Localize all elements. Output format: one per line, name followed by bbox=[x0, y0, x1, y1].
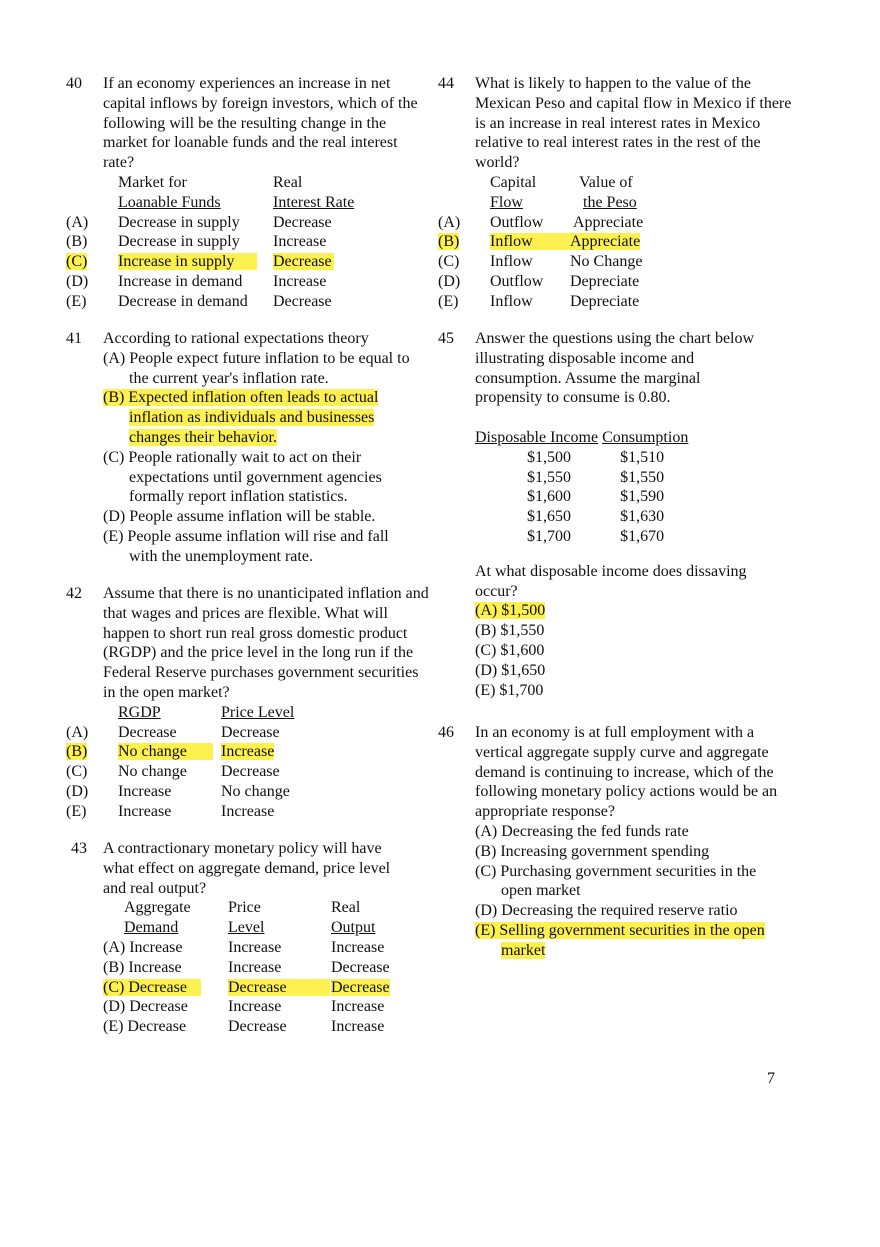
question-text: What is likely to happen to the value of the Mexican Peso and capital flow in Mexico if there is an increase in real interest rates in Mexico relative to real interest rates in the rest of the world? bbox=[475, 75, 792, 172]
column-header: Consumption bbox=[602, 428, 689, 446]
income-consumption-table bbox=[475, 428, 688, 547]
answer-choice-b[interactable]: (B) Decrease in supply Increase bbox=[66, 233, 327, 251]
answer-choice-e[interactable]: (E) Decrease in demand Decrease bbox=[66, 292, 332, 310]
table-row: $1,700 $1,670 bbox=[527, 527, 665, 545]
question-number: 40 bbox=[66, 75, 82, 92]
answer-choice-a[interactable]: (A) Decreasing the fed funds rate bbox=[475, 822, 689, 840]
question-46 bbox=[438, 723, 838, 961]
sub-question-text: At what disposable income does dissaving occur? bbox=[475, 562, 747, 600]
answer-table bbox=[66, 173, 354, 312]
question-text: A contractionary monetary policy will have what effect on aggregate demand, price level and real output? bbox=[103, 840, 391, 897]
question-43 bbox=[66, 839, 436, 1037]
question-number: 44 bbox=[438, 75, 454, 92]
answer-choice-d[interactable]: (D) Increase No change bbox=[66, 782, 290, 800]
answer-choice-d[interactable]: (D) Outflow Depreciate bbox=[438, 272, 640, 290]
column-header: Demand bbox=[124, 919, 179, 937]
answer-choice-a[interactable]: (A) Decrease Decrease bbox=[66, 723, 280, 741]
question-text: In an economy is at full employment with a vertical aggregate supply curve and aggregate demand is continuing to increase, which of the following monetary policy actions would be an appropriate response? bbox=[475, 724, 778, 821]
answer-choice-a[interactable]: (A) Decrease in supply Decrease bbox=[66, 213, 332, 231]
question-41 bbox=[66, 329, 436, 584]
column-header: Flow bbox=[490, 193, 523, 211]
right-column bbox=[438, 74, 838, 961]
answer-choice-b[interactable]: (B) No change Increase bbox=[66, 743, 275, 761]
column-header: Disposable Income bbox=[475, 428, 599, 446]
column-header: Price Level bbox=[221, 703, 295, 721]
answer-choice-c[interactable]: (C) $1,600 bbox=[475, 641, 545, 659]
table-row: $1,600 $1,590 bbox=[527, 488, 665, 506]
left-column bbox=[66, 74, 436, 1037]
column-header: Price bbox=[228, 899, 261, 917]
question-40 bbox=[66, 74, 436, 329]
answer-choice-c[interactable]: (C) Decrease Decrease Decrease bbox=[103, 978, 390, 996]
answer-choice-d[interactable]: (D) $1,650 bbox=[475, 661, 546, 679]
answer-choice-b[interactable]: (B) Inflow Appreciate bbox=[438, 233, 641, 251]
answer-choice-a[interactable]: (A) Increase Increase Increase bbox=[103, 938, 385, 956]
question-42 bbox=[66, 584, 436, 839]
question-number: 42 bbox=[66, 585, 82, 602]
answer-choice-e[interactable]: (E) Decrease Decrease Increase bbox=[103, 1018, 385, 1036]
answer-choice-a[interactable]: (A) $1,500 bbox=[475, 602, 546, 620]
answer-choice-c[interactable]: (C) People rationally wait to act on their expectations until government agencies formally report inflation statistics. bbox=[103, 448, 382, 506]
column-header: Market for bbox=[118, 173, 187, 191]
table-row: $1,500 $1,510 bbox=[527, 448, 665, 466]
answer-choice-e[interactable]: (E) Inflow Depreciate bbox=[438, 292, 640, 310]
question-text: Assume that there is no unanticipated inflation and that wages and prices are flexible. What will happen to short run real gross domestic product (RGDP) and the price level in the long run if the Federal Reserve purchases government securities in the open market? bbox=[103, 585, 429, 701]
column-header: Output bbox=[331, 919, 376, 937]
column-header: Aggregate bbox=[124, 899, 191, 917]
answer-choice-d[interactable]: (D) Decrease Increase Increase bbox=[103, 998, 385, 1016]
table-row: $1,550 $1,550 bbox=[527, 468, 665, 486]
answer-choice-c[interactable]: (C) Increase in supply Decrease bbox=[66, 253, 332, 271]
answer-choice-a[interactable]: (A) People expect future inflation to be equal to the current year's inflation rate. bbox=[103, 349, 410, 387]
question-number: 43 bbox=[71, 840, 87, 857]
question-number: 45 bbox=[438, 330, 454, 347]
column-header: Real bbox=[331, 899, 361, 917]
answer-choice-d[interactable]: (D) People assume inflation will be stable. bbox=[103, 508, 376, 526]
answer-table bbox=[103, 898, 390, 1037]
answer-choice-b[interactable]: (B) $1,550 bbox=[475, 622, 545, 640]
table-row: $1,650 $1,630 bbox=[527, 508, 665, 526]
question-number: 41 bbox=[66, 330, 82, 347]
question-text: According to rational expectations theory bbox=[103, 330, 369, 347]
answer-choice-c[interactable]: (C) Purchasing government securities in the open market bbox=[475, 862, 757, 900]
answer-choice-e[interactable]: (E) People assume inflation will rise and fall with the unemployment rate. bbox=[103, 527, 389, 565]
column-header: Capital bbox=[490, 173, 537, 191]
answer-choice-b[interactable]: (B) Increasing government spending bbox=[475, 842, 710, 860]
column-header: Interest Rate bbox=[273, 193, 355, 211]
question-44 bbox=[438, 74, 838, 329]
column-header: Real bbox=[273, 173, 303, 191]
question-number: 46 bbox=[438, 724, 454, 741]
column-header: Value of bbox=[579, 173, 633, 191]
answer-choice-c[interactable]: (C) Inflow No Change bbox=[438, 253, 643, 271]
answer-choice-e[interactable]: (E) Selling government securities in the open market bbox=[475, 921, 765, 959]
answer-choice-c[interactable]: (C) No change Decrease bbox=[66, 763, 280, 781]
question-text: If an economy experiences an increase in net capital inflows by foreign investors, which of the following will be the resulting change in the market for loanable funds and the real interest rate? bbox=[103, 75, 418, 172]
answer-choice-d[interactable]: (D) Increase in demand Increase bbox=[66, 272, 327, 290]
column-header: Level bbox=[228, 919, 265, 937]
answer-choice-e[interactable]: (E) $1,700 bbox=[475, 681, 544, 699]
question-text: Answer the questions using the chart below illustrating disposable income and consumption. Assume the marginal propensity to consume is 0.80. bbox=[475, 330, 755, 407]
column-header: RGDP bbox=[118, 703, 161, 721]
question-45 bbox=[438, 329, 838, 723]
answer-choice-b[interactable]: (B) Increase Increase Decrease bbox=[103, 958, 390, 976]
page-number: 7 bbox=[767, 1070, 775, 1087]
column-header: the Peso bbox=[583, 193, 637, 211]
answer-choice-b[interactable]: (B) Expected inflation often leads to actual inflation as individuals and businesses changes their behavior. bbox=[103, 389, 379, 446]
answer-table bbox=[66, 703, 294, 822]
answer-choice-e[interactable]: (E) Increase Increase bbox=[66, 802, 275, 820]
answer-choice-a[interactable]: (A) Outflow Appreciate bbox=[438, 213, 644, 231]
column-header: Loanable Funds bbox=[118, 193, 221, 211]
answer-choice-d[interactable]: (D) Decreasing the required reserve ratio bbox=[475, 902, 738, 920]
answer-table bbox=[438, 173, 643, 312]
